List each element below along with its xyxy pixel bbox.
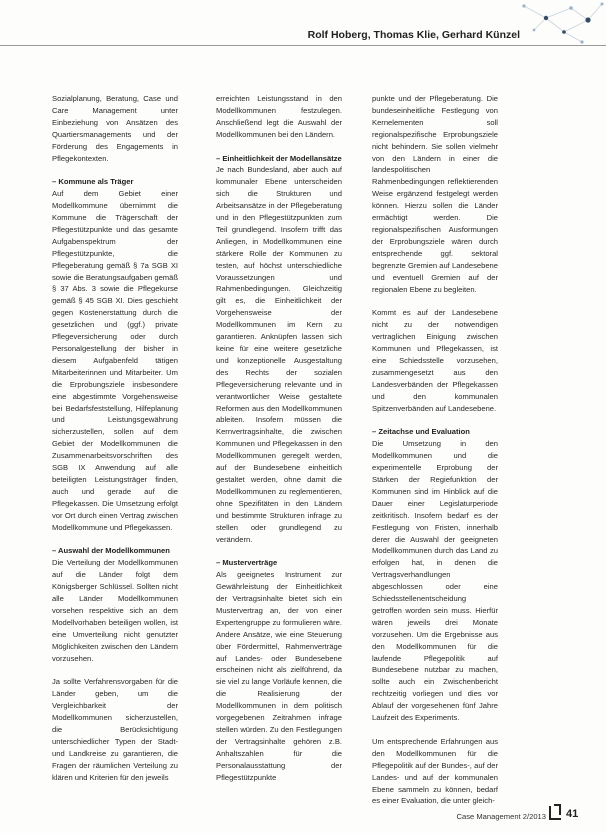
body-paragraph: Ja sollte Verfahrensvorgaben für die Länder geben, um die Vergleichbarkeit der Modellkommunen sicherzustellen, die Berücksichtigung unterschiedlicher Typen der Stadt- und Landkreise zu garantieren, die Fragen der räumlichen Verteilung zu klären und Kriterien für den jeweils [52,677,178,782]
body-paragraph: Je nach Bundesland, aber auch auf kommunaler Ebene unterscheiden sich die Strukturen und Arbeitsansätze in der Pflegeberatung und in den Pflegestützpunkten zum Teil grundlegend. Insofern trifft das Anliegen, in Modellkommunen eine stärkere Rolle der Kommunen zu testen, auf höchst unterschiedliche Voraussetzungen und Rahmenbedingungen. Gleichzeitig gilt es, die Einheitlichkeit der Vorgehensweise der Modellkommunen im Kern zu garantieren. Anknüpfen lassen sich keine für eine weitere gesetzliche und konzeptionelle Ausgestaltung des Rechts der sozialen Pflegeversicherung relevante und in verantwortlicher Weise gestaltete Reformen aus den Modellkommunen ableiten. Insofern müssen die Kernvertragsinhalte, die zwischen Kommunen und Pflegekassen in den Modellkommunen geregelt werden, auf der Bundesebene einheitlich gestaltet werden, ohne damit die Modellkommunen zu reglementieren, ohne Spezifitäten in den Ländern und bestimmte Strukturen infrage zu stellen oder grundlegend zu verändern. [216,165,342,544]
text-column-2 [216,93,342,784]
text-column-1 [52,93,178,784]
journal-logo-icon [549,806,561,820]
body-paragraph: erreichten Leistungsstand in den Modellkommunen festzulegen. Anschließend legt die Auswahl der Modellkommunen bei den Ländern. [216,94,342,139]
page-number: 41 [566,808,579,820]
section-heading: – Auswahl der Modellkommunen [52,546,170,556]
header-authors: Rolf Hoberg, Thomas Klie, Gerhard Künzel [307,29,520,41]
footer-journal: Case Management 2/2013 [456,812,546,821]
body-paragraph: Sozialplanung, Beratung, Case und Care Management unter Einbeziehung von Ansätzen des Quartiersmanagements und der Förderung des Engagements in Pflegekontexten. [52,94,178,163]
section-heading: – Kommune als Träger [52,177,134,187]
body-paragraph: Auf dem Gebiet einer Modellkommune übernimmt die Kommune die Trägerschaft der Pflegestützpunkte und das gesamte Aufgabenspektrum der Pflegestützpunkte, die Pflegeberatung gemäß § 7a SGB XI sowie die Beratungsaufgaben gemäß § 37 Abs. 3 sowie die Pflegekurse gemäß § 45 SGB XI. Dies geschieht gegen Kostenerstattung durch die gesetzlichen und (ggf.) private Pflegeversicherung oder durch Personalgestellung der bisher in diesem Aufgabenfeld tätigen Mitarbeiterinnen und Mitarbeiter. Um die Erprobungsziele insbesondere eine abgestimmte Vorgehensweise bei Bedarfsfeststellung, Hilfeplanung und Leistungsgewährung sicherzustellen, sollen auf dem Gebiet der Modellkommunen die Zusammenarbeitsvorschriften des SGB IX Anwendung auf alle beteiligten Leistungsträger finden, auch und gerade auf die Pflegekassen. Die Umsetzung erfolgt vor Ort durch einen Vertrag zwischen Modellkommune und Pflegekassen. [52,189,178,532]
body-paragraph: Kommt es auf der Landesebene nicht zu der notwendigen vertraglichen Einigung zwischen Kommunen und Pflegekassen, ist eine Schiedsstelle vorzusehen, zusammengesetzt aus den Landesverbänden der Pflegekassen und den kommunalen Spitzenverbänden auf Landesebene. [372,308,498,413]
section-heading: – Musterverträge [216,558,278,568]
text-column-3 [372,93,498,807]
section-heading: – Einheitlichkeit der Modellansätze [216,153,342,163]
body-paragraph: punkte und der Pflegeberatung. Die bundeseinheitliche Festlegung von Kernelementen soll regionalspezifische Erprobungsziele nicht behindern. Sie sollen vielmehr von den Ländern in einer die landespolitischen Rahmenbedingungen reflektierenden Weise ergänzend festgelegt werden können. Hierzu sollen die Länder ermächtigt werden. Die regionalspezifischen Ausformungen der Erprobungsziele wären durch entsprechende ggf. sektoral begrenzte Gremien auf Landesebene und eventuell Gremien auf der regionalen Ebene zu begleiten. [372,94,498,294]
body-paragraph: Die Verteilung der Modellkommunen auf die Länder folgt dem Königsberger Schlüssel. Sollten nicht alle Länder Modellkommunen vorsehen respektive sich an dem Modellvorhaben beteiligen wollen, ist eine Umverteilung nicht genutzter Möglichkeiten zwischen den Ländern vorzusehen. [52,558,178,663]
body-paragraph: Um entsprechende Erfahrungen aus den Modellkommunen für die Pflegepolitik auf der Bundes-, auf der Landes- und auf der kommunalen Ebene sammeln zu können, bedarf es einer Evaluation, die unter gleich- [372,736,498,806]
section-heading: – Zeitachse und Evaluation [372,427,470,437]
body-paragraph: Als geeignetes Instrument zur Gewährleistung der Einheitlichkeit der Vertragsinhalte bietet sich ein Mustervertrag an, der von einer Expertengruppe zu formulieren wäre. Andere Ansätze, wie eine Steuerung über Fördermittel, Rahmenverträge auf Landes- oder Bundesebene erscheinen nicht als zielführend, da sie viel zu lange Vorläufe kennen, die die Realisierung der Modellkommunen in dem politisch vorgegebenen Zeitrahmen infrage stellen würden. Zu den Festlegungen der Vertragsinhalte gehören z.B. Anhaltszahlen für die Personalausstattung der Pflegestützpunkte [216,570,342,782]
body-paragraph: Die Umsetzung in den Modellkommunen und die experimentelle Erprobung der Stärken der Regiefunktion der Kommunen sind im Hinblick auf die Dauer einer Legislaturperiode zeitkritisch. Insofern bedarf es der Festlegung von Fristen, innerhalb derer die Auswahl der geeigneten Modellkommunen durch das Land zu erfolgen hat, in denen die Vertragsverhandlungen abgeschlossen oder eine Schiedsstellenentscheidung getroffen worden sein muss. Hierfür wären jeweils drei Monate vorzusehen. Um die Ergebnisse aus den Modellkommunen für die laufende Pflegepolitik auf Bundesebene nutzbar zu machen, sollte auch ein Zwischenbericht rechtzeitig vorliegen und dies vor Ablauf der vorgesehenen fünf Jahre Laufzeit des Experiments. [372,439,498,723]
network-dots-decoration [516,0,606,48]
